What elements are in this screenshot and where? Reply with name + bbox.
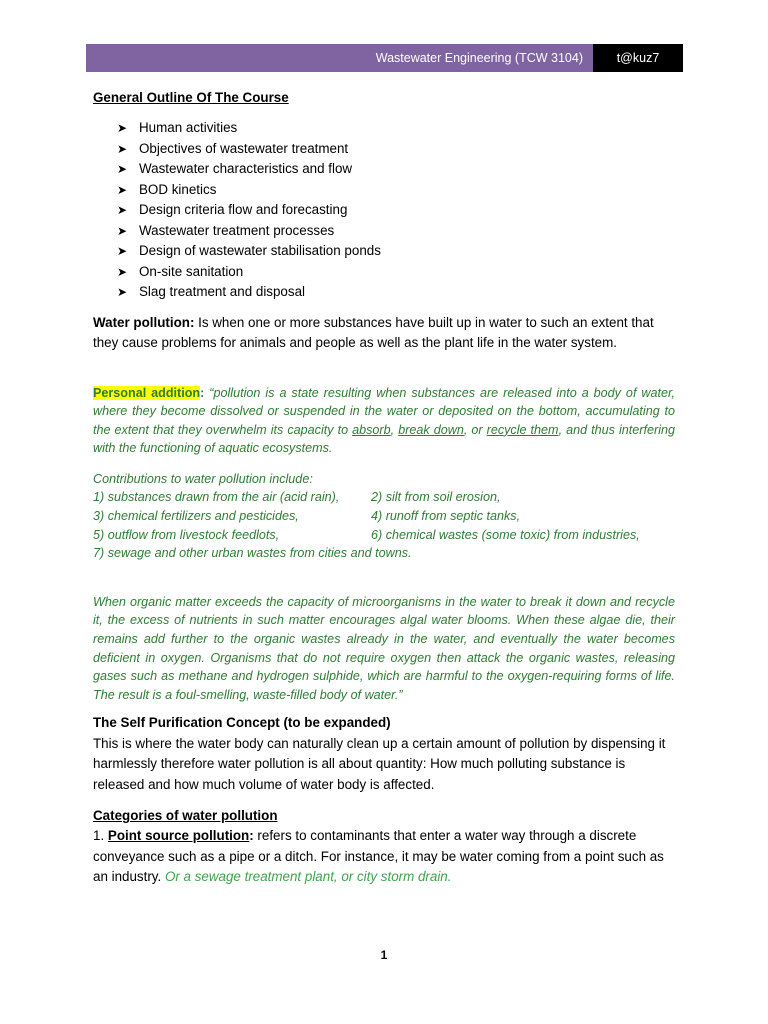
page-header xyxy=(86,44,683,72)
organic-matter-paragraph: When organic matter exceeds the capacity of microorganisms in the water to break it down and recycle it, the excess of nutrients in such matter encourages algal water blooms. When these algae die, their remains add further to the organic wastes already in the water, and eventually the water becomes deficient in oxygen. Organisms that do not require oxygen then attack the organic wastes, releasing gases such as methane and hydrogen sulphide, which are harmful to the oxygen-requiring forms of life. The result is a foul-smelling, waste-filled body of water.” xyxy=(93,594,675,702)
self-purification-heading: The Self Purification Concept (to be expanded) xyxy=(93,715,391,731)
arrow-bullet-icon: ➤ xyxy=(117,141,128,156)
arrow-bullet-icon: ➤ xyxy=(117,223,128,238)
arrow-bullet-icon: ➤ xyxy=(117,121,128,135)
contributions-grid xyxy=(93,488,675,544)
outline-item: ➤ Objectives of wastewater treatment xyxy=(117,139,675,160)
categories-heading: Categories of water pollution xyxy=(93,808,278,824)
contribution-item-last: 7) sewage and other urban wastes from cities and towns. xyxy=(93,546,412,561)
outline-item: ➤ Wastewater characteristics and flow xyxy=(117,159,675,180)
point-source-addition: Or a sewage treatment plant, or city storm drain. xyxy=(164,869,452,885)
self-purification-text: This is where the water body can naturally clean up a certain amount of pollution by dispensing it harmlessly therefore water pollution is all about quantity: How much polluting substance is released and how much volume of water body is affected. xyxy=(93,735,666,792)
outline-item: ➤ Slag treatment and disposal xyxy=(117,282,675,303)
contribution-item: 1) substances drawn from the air (acid rain), xyxy=(93,490,340,505)
author-tag: t@kuz7 xyxy=(593,44,683,72)
contributions-intro: Contributions to water pollution include: xyxy=(93,471,313,486)
contribution-item: 2) silt from soil erosion, xyxy=(371,490,501,505)
outline-item: ➤ Design of wastewater stabilisation ponds xyxy=(117,241,675,262)
contribution-item: 4) runoff from septic tanks, xyxy=(371,509,521,524)
contributions-block xyxy=(93,470,675,563)
personal-addition-paragraph: Personal addition: “pollution is a state resulting when substances are released into a body of water, where they become dissolved or suspended in the water or deposited on the bottom, accumulating to the extent that they overwhelm its capacity to absorb, break down, or recycle them, and thus interfering with the functioning of aquatic ecosystems. xyxy=(93,385,676,456)
outline-item: ➤ Design criteria flow and forecasting xyxy=(117,200,675,221)
outline-item: ➤ Human activities xyxy=(117,118,675,139)
water-pollution-term: Water pollution: xyxy=(93,314,195,330)
page-number: 1 xyxy=(380,948,388,962)
outline-list xyxy=(93,118,675,303)
recycle-term: recycle them xyxy=(486,422,559,437)
course-title: Wastewater Engineering (TCW 3104) xyxy=(86,44,593,72)
arrow-bullet-icon: ➤ xyxy=(117,244,128,258)
absorb-term: absorb xyxy=(352,422,391,437)
outline-heading: General Outline Of The Course xyxy=(93,90,289,105)
arrow-bullet-icon: ➤ xyxy=(117,264,128,279)
outline-item: ➤ Wastewater treatment processes xyxy=(117,221,675,242)
contribution-item: 5) outflow from livestock feedlots, xyxy=(93,527,280,542)
personal-addition-label: Personal addition xyxy=(93,385,201,400)
arrow-bullet-icon: ➤ xyxy=(117,182,128,197)
water-pollution-definition: Is when one or more substances have built up in water to such an extent that they cause problems for animals and people as well as the plant life in the water system. xyxy=(93,314,654,350)
arrow-bullet-icon: ➤ xyxy=(117,285,128,299)
point-source-paragraph: 1. Point source pollution: refers to contaminants that enter a water way through a discrete conveyance such as a pipe or a ditch. For instance, it may be water coming from a point such as an industry. Or a sewage treatment plant, or city storm drain. xyxy=(93,828,664,885)
outline-item: ➤ BOD kinetics xyxy=(117,180,675,201)
contribution-item: 3) chemical fertilizers and pesticides, xyxy=(93,509,299,524)
break-down-term: break down xyxy=(398,422,464,437)
document-body xyxy=(93,88,675,888)
arrow-bullet-icon: ➤ xyxy=(117,162,128,176)
point-source-term: Point source pollution xyxy=(107,828,250,844)
water-pollution-paragraph xyxy=(93,313,675,354)
outline-item: ➤ On-site sanitation xyxy=(117,262,675,283)
contribution-item: 6) chemical wastes (some toxic) from industries, xyxy=(371,527,640,542)
arrow-bullet-icon: ➤ xyxy=(117,203,128,217)
